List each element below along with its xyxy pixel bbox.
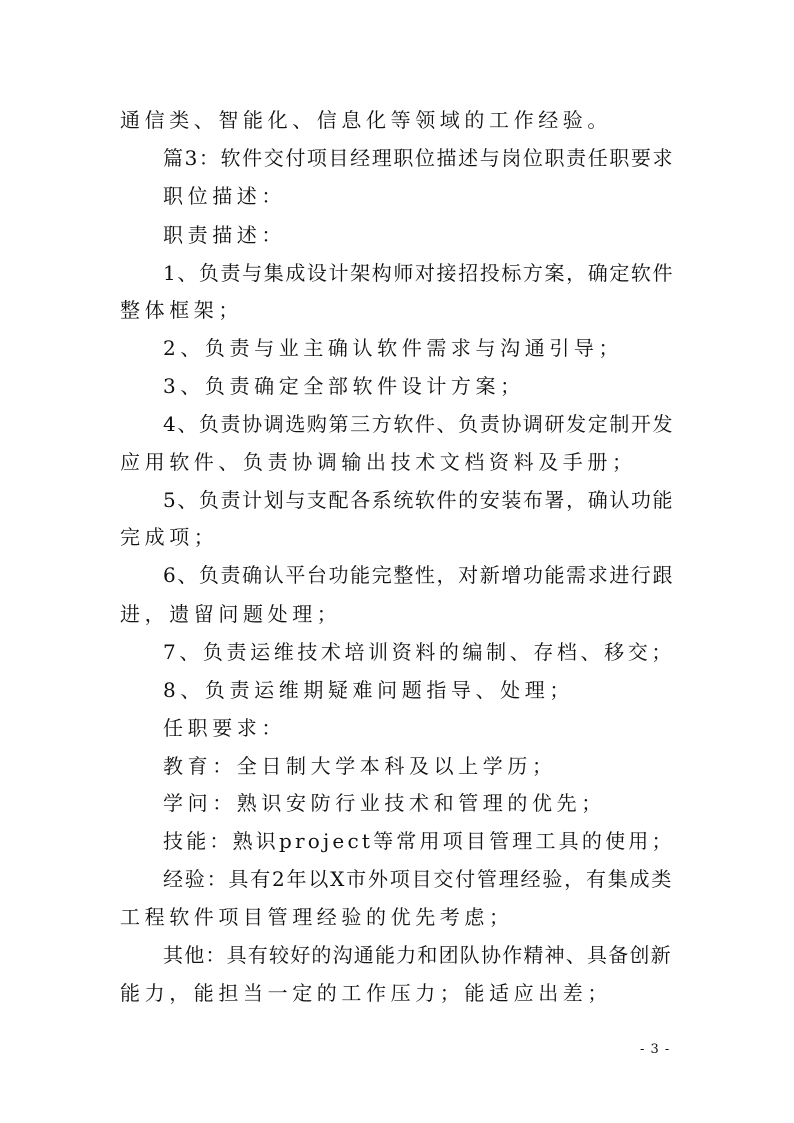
text-line: 其他：具有较好的沟通能力和团队协作精神、具备创新 [163, 943, 672, 967]
text-line: 8、负责运维期疑难问题指导、处理； [163, 678, 574, 702]
text-line: 5、负责计划与支配各系统软件的安装布署，确认功能 [163, 488, 675, 512]
page-number: - 3 - [640, 1042, 671, 1057]
text-line: 4、负责协调选购第三方软件、负责协调研发定制开发 [163, 412, 675, 436]
text-line: 学问：熟识安防行业技术和管理的优先； [163, 791, 606, 815]
text-line: 完成项； [120, 525, 219, 549]
text-line: 任职要求： [163, 716, 286, 740]
text-line: 6、负责确认平台功能完整性，对新增功能需求进行跟 [163, 563, 675, 587]
text-line: 1、负责与集成设计架构师对接招投标方案，确定软件 [163, 261, 675, 285]
text-line: 经验：具有2年以X市外项目交付管理经验，有集成类 [163, 867, 674, 891]
section-heading: 篇3：软件交付项目经理职位描述与岗位职责任职要求 [163, 146, 675, 170]
text-line: 应用软件、负责协调输出技术文档资料及手册； [120, 450, 637, 474]
text-line: 能力，能担当一定的工作压力；能适应出差； [120, 981, 612, 1005]
text-line: 2、负责与业主确认软件需求与沟通引导； [163, 336, 624, 360]
text-line: 技能：熟识project等常用项目管理工具的使用； [163, 829, 675, 853]
text-line: 7、负责运维技术培训资料的编制、存档、移交； [163, 640, 675, 664]
text-line: 进，遗留问题处理； [120, 602, 342, 626]
text-line: 教育：全日制大学本科及以上学历； [163, 754, 557, 778]
text-line: 通信类、智能化、信息化等领域的工作经验。 [120, 108, 612, 132]
text-line: 3、负责确定全部软件设计方案； [163, 374, 525, 398]
text-line: 整体框架； [120, 298, 243, 322]
text-line: 职责描述： [163, 223, 286, 247]
text-line: 职位描述： [163, 184, 286, 208]
text-line: 工程软件项目管理经验的优先考虑； [120, 905, 514, 929]
